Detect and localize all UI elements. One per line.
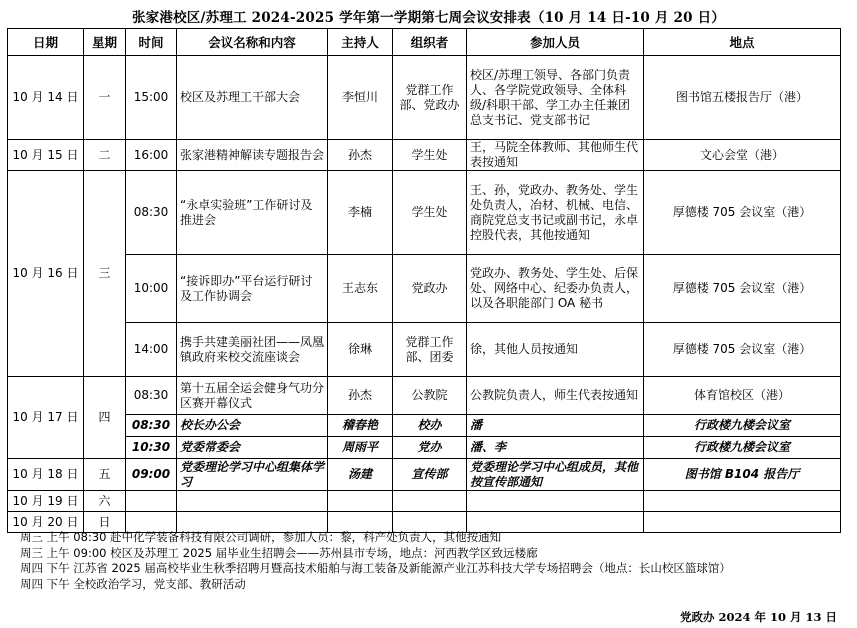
cell-weekday: 五 (84, 459, 126, 491)
note-line: 周四 下午 全校政治学习，党支部、教研活动 (20, 576, 246, 591)
cell-meeting: “接诉即办”平台运行研讨及工作协调会 (177, 255, 328, 323)
table-row (8, 171, 841, 255)
cell-attendees: 校区/苏理工领导、各部门负责人、各学院党政领导、全体科级/科职干部、学工办主任兼团总支书记、党支部书记 (467, 56, 644, 140)
table-header-row (8, 29, 841, 56)
table-row (8, 255, 841, 323)
header-location: 地点 (644, 29, 841, 56)
page-title: 张家港校区/苏理工 2024-2025 学年第一学期第七周会议安排表（10 月 14 日-10 月 20 日） (131, 10, 726, 26)
cell-host: 孙杰 (328, 377, 393, 415)
cell-weekday: 三 (84, 171, 126, 377)
cell-location: 厚德楼 705 会议室（港） (644, 171, 841, 255)
cell-attendees: 王，马院全体教师、其他师生代表按通知 (467, 140, 644, 171)
table-row (8, 377, 841, 415)
header-host: 主持人 (328, 29, 393, 56)
cell-attendees: 徐，其他人员按通知 (467, 323, 644, 377)
header-time: 时间 (126, 29, 177, 56)
cell-date: 10 月 15 日 (8, 140, 84, 171)
cell-attendees: 潘 (467, 415, 644, 437)
cell-host: 孙杰 (328, 140, 393, 171)
cell-location: 体育馆校区（港） (644, 377, 841, 415)
table-row (8, 491, 841, 512)
cell-time: 10:00 (126, 255, 177, 323)
cell-location: 行政楼九楼会议室 (644, 437, 841, 459)
cell-time: 14:00 (126, 323, 177, 377)
cell-meeting: 第十五届全运会健身气功分区赛开幕仪式 (177, 377, 328, 415)
cell-location: 厚德楼 705 会议室（港） (644, 323, 841, 377)
cell-time: 08:30 (126, 415, 177, 437)
table-row (8, 56, 841, 140)
cell-time: 08:30 (126, 171, 177, 255)
meeting-schedule-table (7, 28, 841, 533)
cell-host: 李恒川 (328, 56, 393, 140)
cell-organizer: 宣传部 (393, 459, 467, 491)
cell-organizer: 党办 (393, 437, 467, 459)
table-row (8, 459, 841, 491)
cell-organizer: 学生处 (393, 140, 467, 171)
table-row (8, 437, 841, 459)
cell-location: 厚德楼 705 会议室（港） (644, 255, 841, 323)
header-attendees: 参加人员 (467, 29, 644, 56)
cell-date: 10 月 17 日 (8, 377, 84, 459)
cell-meeting: 党委常委会 (177, 437, 328, 459)
cell-date: 10 月 18 日 (8, 459, 84, 491)
cell-host: 汤建 (328, 459, 393, 491)
cell-host: 周雨平 (328, 437, 393, 459)
cell-host: 王志东 (328, 255, 393, 323)
cell-time: 15:00 (126, 56, 177, 140)
table-row (8, 323, 841, 377)
signature: 党政办 2024 年 10 月 13 日 (679, 610, 837, 624)
cell-attendees: 党政办、教务处、学生处、后保处、网络中心、纪委办负责人，以及各职能部门 OA 秘书 (467, 255, 644, 323)
cell-weekday: 日 (84, 512, 126, 533)
header-weekday: 星期 (84, 29, 126, 56)
cell-date: 10 月 16 日 (8, 171, 84, 377)
cell-meeting: “永卓实验班”工作研讨及推进会 (177, 171, 328, 255)
cell-weekday: 四 (84, 377, 126, 459)
cell-organizer: 党政办 (393, 255, 467, 323)
cell-attendees: 潘、李 (467, 437, 644, 459)
header-meeting: 会议名称和内容 (177, 29, 328, 56)
table-row (8, 415, 841, 437)
cell-location: 图书馆 B104 报告厅 (644, 459, 841, 491)
cell-meeting: 党委理论学习中心组集体学习 (177, 459, 328, 491)
cell-location: 行政楼九楼会议室 (644, 415, 841, 437)
cell-host: 稽春艳 (328, 415, 393, 437)
cell-meeting: 携手共建美丽社团——凤凰镇政府来校交流座谈会 (177, 323, 328, 377)
cell-organizer: 党群工作部、团委 (393, 323, 467, 377)
cell-organizer: 公教院 (393, 377, 467, 415)
cell-weekday: 二 (84, 140, 126, 171)
header-organizer: 组织者 (393, 29, 467, 56)
note-line: 周四 下午 江苏省 2025 届高校毕业生秋季招聘月暨高技术船舶与海工装备及新能源产业江苏科技大学专场招聘会（地点：长山校区篮球馆） (20, 561, 731, 575)
cell-host: 李楠 (328, 171, 393, 255)
note-line: 周三 上午 08:30 赴中化学装备科技有限公司调研，参加人员：黎，科产处负责人，其他按通知 (20, 530, 502, 544)
cell-meeting: 校长办公会 (177, 415, 328, 437)
cell-time: 16:00 (126, 140, 177, 171)
cell-organizer: 党群工作部、党政办 (393, 56, 467, 140)
table-row (8, 140, 841, 171)
header-date: 日期 (8, 29, 84, 56)
cell-host: 徐琳 (328, 323, 393, 377)
cell-attendees: 王、孙，党政办、教务处、学生处负责人，冶材、机械、电信、商院党总支书记或副书记，永卓控股代表，其他按通知 (467, 171, 644, 255)
cell-time: 08:30 (126, 377, 177, 415)
cell-meeting: 校区及苏理工干部大会 (177, 56, 328, 140)
cell-location: 文心会堂（港） (644, 140, 841, 171)
cell-date: 10 月 14 日 (8, 56, 84, 140)
notes-section (20, 530, 840, 592)
cell-time: 09:00 (126, 459, 177, 491)
cell-weekday: 一 (84, 56, 126, 140)
cell-attendees: 党委理论学习中心组成员，其他按宣传部通知 (467, 459, 644, 491)
cell-organizer: 校办 (393, 415, 467, 437)
cell-date: 10 月 19 日 (8, 491, 84, 512)
cell-meeting: 张家港精神解读专题报告会 (177, 140, 328, 171)
cell-attendees: 公教院负责人，师生代表按通知 (467, 377, 644, 415)
cell-time: 10:30 (126, 437, 177, 459)
cell-weekday: 六 (84, 491, 126, 512)
cell-date: 10 月 20 日 (8, 512, 84, 533)
cell-organizer: 学生处 (393, 171, 467, 255)
cell-location: 图书馆五楼报告厅（港） (644, 56, 841, 140)
note-line: 周三 上午 09:00 校区及苏理工 2025 届毕业生招聘会——苏州县市专场，地点：河西教学区致远楼廊 (20, 545, 538, 560)
